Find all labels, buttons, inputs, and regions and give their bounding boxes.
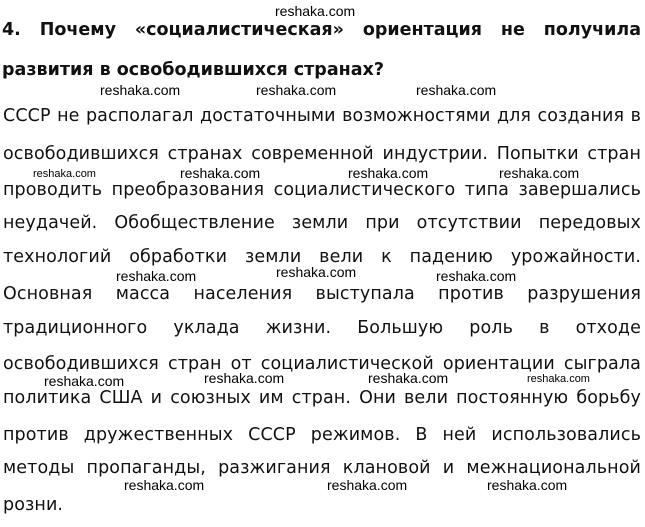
- answer-line-6: Основная масса населения выступала против разрушения: [3, 284, 641, 304]
- watermark: reshaka.com: [124, 477, 205, 493]
- watermark: reshaka.com: [256, 82, 337, 98]
- watermark: reshaka.com: [436, 268, 517, 284]
- watermark: reshaka.com: [327, 477, 408, 493]
- watermark: reshaka.com: [33, 168, 96, 180]
- watermark: reshaka.com: [368, 370, 449, 386]
- watermark: reshaka.com: [276, 264, 357, 280]
- answer-line-11: методы пропаганды, разжигания клановой и межнациональной: [3, 458, 641, 478]
- watermark: reshaka.com: [100, 82, 181, 98]
- watermark: reshaka.com: [527, 373, 590, 385]
- answer-line-8: освободившихся стран от социалистической ориентации сыграла: [3, 354, 641, 374]
- question-line-1: 4. Почему «социалистическая» ориентация не получила: [2, 20, 641, 40]
- answer-line-5: технологий обработки земли вели к падению урожайности.: [3, 247, 641, 267]
- answer-line-3: проводить преобразования социалистического типа завершались: [3, 180, 641, 200]
- watermark: reshaka.com: [487, 477, 568, 493]
- watermark: reshaka.com: [275, 3, 356, 19]
- watermark: reshaka.com: [416, 82, 497, 98]
- answer-line-12: розни.: [3, 495, 64, 515]
- answer-line-1: СССР не располагал достаточными возможностями для создания в: [3, 106, 641, 126]
- watermark: reshaka.com: [116, 268, 197, 284]
- watermark: reshaka.com: [204, 370, 285, 386]
- watermark: reshaka.com: [44, 373, 125, 389]
- question-line-2: развития в освободившихся странах?: [2, 60, 384, 80]
- watermark: reshaka.com: [348, 165, 429, 181]
- answer-line-7: традиционного уклада жизни. Большую роль в отходе: [3, 318, 641, 338]
- watermark: reshaka.com: [180, 165, 261, 181]
- answer-line-9: политика США и союзных им стран. Они вели постоянную борьбу: [3, 388, 641, 408]
- answer-line-2: освободившихся странах современной индустрии. Попытки стран: [3, 144, 641, 164]
- watermark: reshaka.com: [499, 165, 580, 181]
- answer-line-4: неудачей. Обобществление земли при отсутствии передовых: [3, 213, 641, 233]
- answer-line-10: против дружественных СССР режимов. В ней использовались: [3, 425, 641, 445]
